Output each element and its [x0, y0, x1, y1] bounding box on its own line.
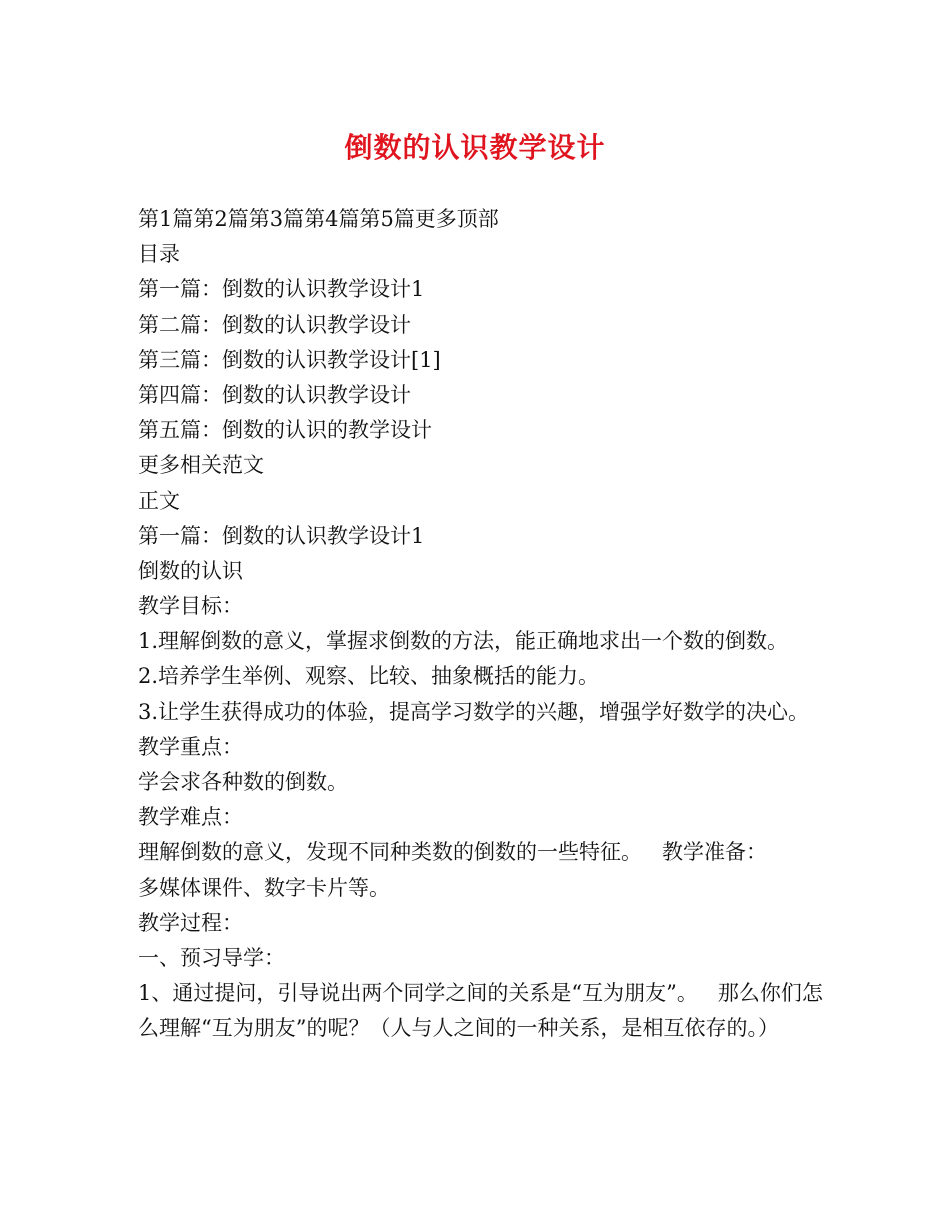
document-title: 倒数的认识教学设计 — [344, 131, 606, 164]
process-label: 教学过程： — [138, 910, 243, 935]
section-title: 第一篇：倒数的认识教学设计1 — [138, 523, 425, 548]
goal-item-2: 2.培养学生举例、观察、比较、抽象概括的能力。 — [138, 664, 600, 689]
key-point-text: 学会求各种数的倒数。 — [138, 770, 348, 794]
step1-paragraph-part2: 那么你们怎么理解“互为朋友”的呢？（人与人之间的一种关系，是相互依存的。） — [138, 981, 823, 1041]
toc-item-4[interactable]: 第四篇：倒数的认识教学设计 — [138, 382, 411, 407]
step1-paragraph-part1: 1、通过提问，引导说出两个同学之间的关系是“互为朋友”。 — [138, 981, 698, 1006]
difficulty-text: 理解倒数的意义，发现不同种类数的倒数的一些特征。 — [138, 840, 642, 865]
body-heading: 正文 — [138, 488, 180, 513]
toc-item-2[interactable]: 第二篇：倒数的认识教学设计 — [138, 312, 411, 337]
toc-item-5[interactable]: 第五篇：倒数的认识的教学设计 — [138, 418, 432, 443]
goal-item-1: 1.理解倒数的意义，掌握求倒数的方法，能正确地求出一个数的倒数。 — [138, 629, 789, 654]
difficulty-row — [138, 835, 838, 870]
topic-heading: 倒数的认识 — [138, 558, 243, 583]
prep-label: 教学准备： — [662, 840, 767, 865]
document-body — [138, 202, 838, 1047]
toc-item-1[interactable]: 第一篇：倒数的认识教学设计1 — [138, 277, 425, 302]
goals-label: 教学目标： — [138, 594, 243, 619]
section-nav-links[interactable]: 第1篇第2篇第3篇第4篇第5篇更多顶部 — [138, 207, 499, 231]
goal-item-3: 3.让学生获得成功的体验，提高学习数学的兴趣，增强学好数学的决心。 — [138, 699, 810, 724]
toc-item-3[interactable]: 第三篇：倒数的认识教学设计[1] — [138, 347, 441, 372]
difficulty-label: 教学难点： — [138, 805, 243, 830]
toc-heading: 目录 — [138, 242, 180, 267]
key-point-label: 教学重点： — [138, 734, 243, 759]
prep-text: 多媒体课件、数字卡片等。 — [138, 875, 390, 900]
more-related-link[interactable]: 更多相关范文 — [138, 453, 264, 478]
step1-paragraph — [138, 976, 828, 1046]
step1-heading: 一、预习导学： — [138, 945, 285, 970]
